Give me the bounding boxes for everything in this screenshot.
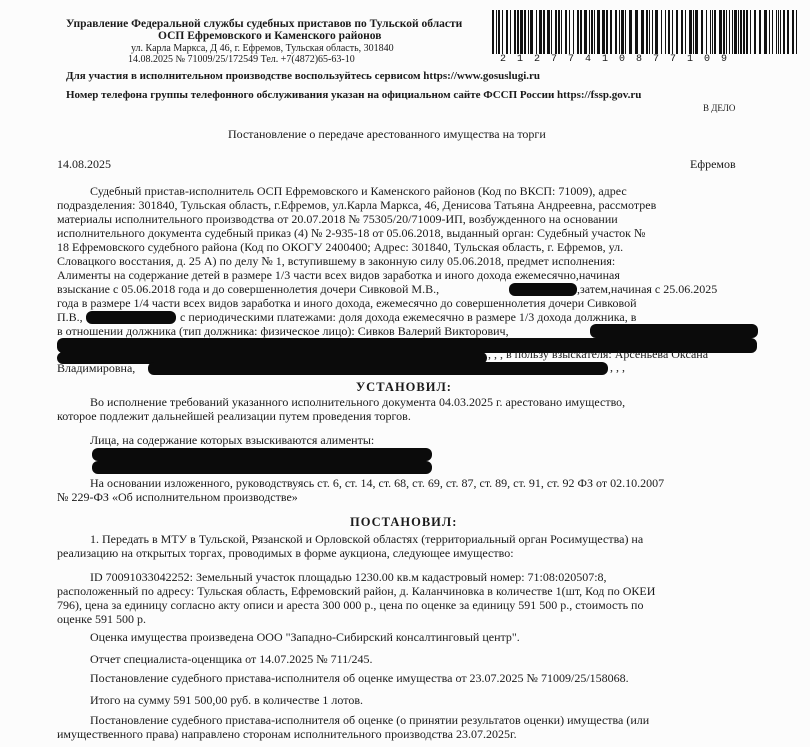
alimony-label: Лица, на содержание которых взыскиваются алименты: bbox=[90, 433, 375, 447]
property-line: ID 70091033042252: Земельный участок площадью 1230.00 кв.м кадастровый номер: 71:08:020507:8, bbox=[90, 570, 607, 584]
property-line: 796), цена за единицу согласно акту описи и ареста 300 000 р., цена по оценке за единицу 591 500 р., стоимость по bbox=[57, 598, 644, 612]
total-line: Итого на сумму 591 500,00 руб. в количестве 1 лотов. bbox=[90, 693, 363, 707]
final-line: имущественного права) направлено сторонам исполнительного производства 23.07.2025г. bbox=[57, 727, 517, 741]
intro-line: Судебный пристав-исполнитель ОСП Ефремовского и Каменского районов (Код по ВКСП: 71009), адрес bbox=[90, 184, 627, 198]
document-city: Ефремов bbox=[690, 157, 736, 171]
v-delo-stamp: В ДЕЛО bbox=[703, 103, 736, 113]
evaluation-line: Оценка имущества произведена ООО "Западно-Сибирский консалтинговый центр". bbox=[90, 630, 520, 644]
intro-fragment: ,затем,начиная с 25.06.2025 bbox=[577, 282, 718, 296]
redaction bbox=[92, 448, 432, 461]
intro-fragment: , , , в пользу взыскателя: Арсеньева Оксана bbox=[488, 347, 709, 361]
section-heading-postanovil: ПОСТАНОВИЛ: bbox=[350, 515, 458, 529]
document-title: Постановление о передаче арестованного имущества на торги bbox=[228, 127, 546, 141]
phone-note: Номер телефона группы телефонного обслуживания указан на официальном сайте ФССП России https://fssp.gov.ru bbox=[66, 89, 642, 101]
property-line: оценке 591 500 р. bbox=[57, 612, 147, 626]
redaction bbox=[148, 362, 608, 375]
ustanovil-line: Во исполнение требований указанного исполнительного документа 04.03.2025 г. арестовано имущество, bbox=[90, 395, 626, 409]
header-department: ОСП Ефремовского и Каменского районов bbox=[158, 30, 382, 42]
intro-fragment: , , , bbox=[610, 360, 625, 374]
intro-line: материалы исполнительного производства от 20.07.2018 № 75305/20/71009-ИП, возбужденного на основании bbox=[57, 212, 618, 226]
item1-line: 1. Передать в МТУ в Тульской, Рязанской и Орловской областях (территориальный орган Росимущества) на bbox=[90, 532, 644, 546]
header-address: ул. Карла Маркса, Д 46, г. Ефремов, Тульская область, 301840 bbox=[131, 43, 394, 54]
intro-line: 18 Ефремовского судебного района (Код по ОКОГУ 2400400; Адрес: 301840, Тульская область, г. Ефремов, ул. bbox=[57, 240, 624, 254]
document-date: 14.08.2025 bbox=[57, 157, 111, 171]
intro-line: подразделения: 301840, Тульская область, г.Ефремов, ул.Карла Маркса, 46, Денисова Татьяна Андреевна, рассмотрев bbox=[57, 198, 657, 212]
intro-line: Алименты на содержание детей в размере 1/3 части всех видов заработка и иного дохода ежемесячно,начиная bbox=[57, 268, 620, 282]
intro-line: года в размере 1/4 части всех видов заработка и иного дохода, ежемесячно до совершеннолетия дочери Сивковой bbox=[57, 296, 637, 310]
report-line: Отчет специалиста-оценщика от 14.07.2025 № 711/245. bbox=[90, 652, 373, 666]
property-line: расположенный по адресу: Тульская область, Ефремовский район, д. Каланчиновка в количестве 1(шт, Код по ОКЕИ bbox=[57, 584, 656, 598]
intro-line: П.В., bbox=[57, 310, 83, 324]
item1-line: реализацию на открытых торгах, проводимых в форме аукциона, следующее имущество: bbox=[57, 546, 514, 560]
header-agency: Управление Федеральной службы судебных приставов по Тульской области bbox=[66, 18, 463, 30]
intro-line: Владимировна, bbox=[57, 361, 136, 375]
ustanovil-line: которое подлежит дальнейшей реализации путем проведения торгов. bbox=[57, 409, 411, 423]
basis-line: На основании изложенного, руководствуясь ст. 6, ст. 14, ст. 68, ст. 69, ст. 87, ст. 89, ст. 91, ст. 92 ФЗ от 02.10.2007 bbox=[90, 476, 665, 490]
gosuslugi-note: Для участия в исполнительном производстве воспользуйтесь сервисом https://www.gosuslugi.ru bbox=[66, 70, 541, 82]
intro-fragment: с периодическими платежами: доля дохода ежемесячно в размере 1/3 дохода должника, в bbox=[180, 310, 637, 324]
barcode-image bbox=[492, 10, 802, 54]
barcode-number: 21277410877109 bbox=[500, 54, 739, 65]
redaction bbox=[509, 283, 577, 296]
intro-line: исполнительного документа судебный приказ (4) № 2-935-18 от 05.06.2018, выданный орган: Судебный участок № bbox=[57, 226, 646, 240]
redaction bbox=[86, 311, 176, 324]
redaction bbox=[92, 461, 432, 474]
decree-eval-line: Постановление судебного пристава-исполнителя об оценке имущества от 23.07.2025 № 71009/25/158068. bbox=[90, 671, 629, 685]
basis-line: № 229-ФЗ «Об исполнительном производстве» bbox=[57, 490, 298, 504]
intro-line: Словацкого восстания, д. 25 А) по делу № 1, вступившему в законную силу 05.06.2018, предмет исполнения: bbox=[57, 254, 616, 268]
header-reg-number: 14.08.2025 № 71009/25/172549 Тел. +7(4872)65-63-10 bbox=[128, 54, 355, 65]
section-heading-ustanovil: УСТАНОВИЛ: bbox=[356, 380, 452, 394]
redaction bbox=[590, 324, 758, 338]
intro-line: в отношении должника (тип должника: физическое лицо): Сивков Валерий Викторович, bbox=[57, 324, 509, 338]
intro-line: взыскание с 05.06.2018 года и до совершеннолетия дочери Сивковой М.В., bbox=[57, 282, 440, 296]
final-line: Постановление судебного пристава-исполнителя об оценке (о принятии результатов оценки) имущества (или bbox=[90, 713, 650, 727]
